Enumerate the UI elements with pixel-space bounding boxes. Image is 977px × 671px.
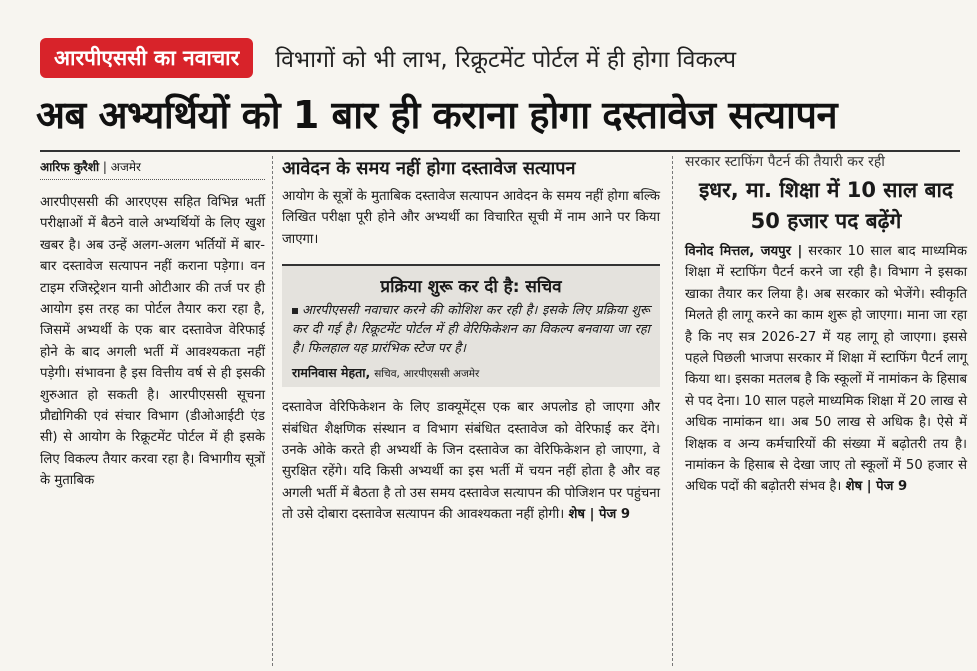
continued-label-right: शेष | पेज 9 — [845, 479, 908, 495]
quote-body: आरपीएससी नवाचार करने की कोशिश कर रही है। इसके लिए प्रक्रिया शुरू कर दी गई है। रिक्रूटमेंट पोर्टल में ही वेरिफिकेशन का विकल्प बनवाया जा रहा है। फिलहाल यह प्रारंभिक स्टेज पर है। — [292, 303, 650, 357]
section-tag: आरपीएससी का नवाचार — [40, 38, 253, 78]
column-left — [40, 158, 265, 492]
kicker-right: सरकार स्टाफिंग पैटर्न की तैयारी कर रही — [685, 154, 885, 170]
kicker-line: विभागों को भी लाभ, रिक्रूटमेंट पोर्टल में ही होगा विकल्प — [275, 47, 737, 73]
headline-right: इधर, मा. शिक्षा में 10 साल बाद 50 हजार पद बढ़ेंगे — [698, 178, 954, 233]
top-bar — [40, 32, 960, 84]
bullet-icon — [292, 308, 298, 314]
subhead-middle: आवेदन के समय नहीं होगा दस्तावेज सत्यापन — [282, 158, 576, 179]
quote-author — [292, 364, 650, 381]
column-middle — [282, 156, 660, 526]
quote-text — [292, 301, 650, 358]
article-body-middle — [282, 397, 660, 525]
column-divider-2 — [672, 156, 673, 666]
column-right — [685, 152, 967, 498]
intro-middle: आयोग के सूत्रों के मुताबिक दस्तावेज सत्यापन आवेदन के समय नहीं होगा बल्कि लिखित परीक्षा पूरी होने और अभ्यर्थी का विचारित सूची में नाम आने पर किया जाएगा। — [282, 189, 660, 247]
article-body-left: आरपीएससी की आरएएस सहित विभिन्न भर्ती परीक्षाओं में बैठने वाले अभ्यर्थियों के लिए खुश खबर है। अब उन्हें अलग-अलग भर्तियों में बार-बार दस्तावेज सत्यापन नहीं कराना पड़ेगा। वन टाइम रजिस्ट्रेशन यानी ओटीआर की तर्ज पर ही आयोग इस तरह का पोर्टल तैयार करा रहा है, जिसमें अभ्यर्थी के एक बार दस्तावेज वेरिफाई होने के बाद अगली भर्ती में आवश्यकता नहीं पड़ेगी। संभावना है इस वित्तीय वर्ष से ही इसकी शुरुआत हो सकती है। आरपीएससी सूचना प्रौद्योगिकी एवं संचार विभाग (डीओआईटी एंड सी) से आयोग के रिक्रूटमेंट पोर्टल में ही इसके लिए विकल्प तैयार करवा रहा है। विभागीय सूत्रों के मुताबिक — [40, 195, 265, 489]
quote-author-role: सचिव, आरपीएससी अजमेर — [374, 368, 480, 381]
quote-author-name: रामनिवास मेहता, — [292, 365, 371, 381]
byline-separator — [40, 179, 265, 180]
byline-name: आरिफ कुरैशी — [40, 160, 100, 174]
byline-right: विनोद मित्तल, जयपुर | — [685, 244, 803, 259]
right-body-text: सरकार 10 साल बाद माध्यमिक शिक्षा में स्टाफिंग पैटर्न करने जा रही है। विभाग ने इसका खाका तैयार कर लिया है। अब सरकार को भेजेंगे। स्वीकृति मिलते ही लागू करने का काम शुरू हो जाएगा। माना जा रहा है कि नए सत्र 2026-27 में यह लागू हो जाएगा। इससे पहले पिछली भाजपा सरकार में शिक्षा में स्टाफिंग पैटर्न लागू किया था। इसका मतलब है कि स्कूलों में नामांकन के हिसाब से पद देना। 10 साल पहले माध्यमिक शिक्षा में 20 लाख से अधिक नामांकन था। अब 50 लाख से अधिक है। ऐसे में शिक्षक व अन्य कर्मचारियों की संख्या में बढ़ोतरी तय है। नामांकन के हिसाब से देखा जाए तो स्कूलों में 50 हजार से अधिक पदों की बढ़ोतरी संभव है। — [685, 244, 967, 495]
main-headline: अब अभ्यर्थियों को 1 बार ही कराना होगा दस्तावेज सत्यापन — [36, 93, 838, 137]
byline-place: अजमेर — [110, 160, 141, 174]
byline: आरिफ कुरैशी | अजमेर — [40, 160, 141, 174]
middle-body-text: दस्तावेज वेरिफिकेशन के लिए डाक्यूमेंट्स एक बार अपलोड हो जाएगा और संबंधित शैक्षणिक संस्थान व विभाग संबंधित दस्तावेज को वेरिफाई कर देंगे। उनके ओके करते ही अभ्यर्थी के जिन दस्तावेज का वेरिफिकेशन हो जाएगा, वे सुरक्षित रहेंगे। यदि किसी अभ्यर्थी का इस भर्ती में चयन नहीं होता है और वह अगली भर्ती में बैठता है तो उस समय दस्तावेज सत्यापन की पोजिशन पर पहुंचना तो उसे दोबारा दस्तावेज सत्यापन की आवश्यकता नहीं होगी। — [282, 400, 660, 523]
article-body-right — [685, 241, 967, 498]
quote-box — [282, 264, 660, 387]
quote-box-title: प्रक्रिया शुरू कर दी है: सचिव — [380, 277, 562, 298]
column-divider-1 — [272, 156, 273, 666]
continued-label-middle: शेष | पेज 9 — [568, 507, 631, 523]
